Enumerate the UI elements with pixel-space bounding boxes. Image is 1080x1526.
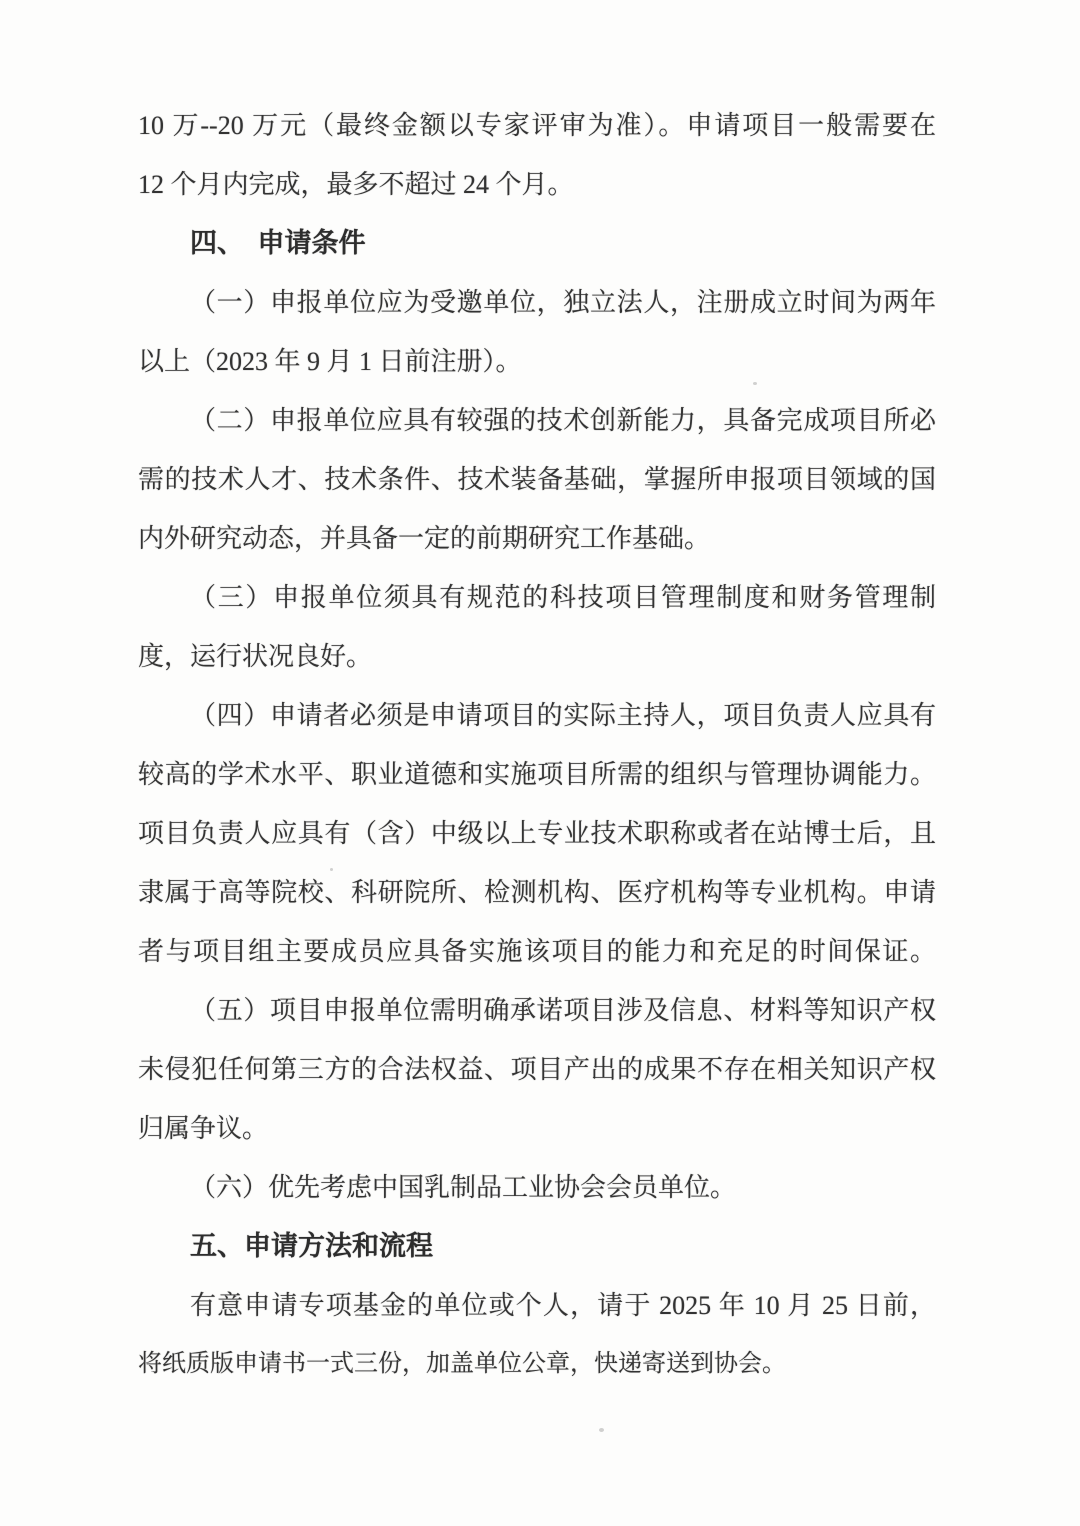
- text-line: 项目负责人应具有（含）中级以上专业技术职称或者在站博士后，且: [138, 819, 936, 848]
- text-line: （三）申报单位须具有规范的科技项目管理制度和财务管理制: [190, 583, 936, 612]
- text-line: 10 万--20 万元（最终金额以专家评审为准）。申请项目一般需要在: [138, 111, 936, 140]
- text-line: （一）申报单位应为受邀单位，独立法人，注册成立时间为两年: [190, 288, 936, 317]
- text-line: （二）申报单位应具有较强的技术创新能力，具备完成项目所必: [190, 406, 936, 435]
- text-line: （四）申请者必须是申请项目的实际主持人，项目负责人应具有: [190, 701, 936, 730]
- text-line: 隶属于高等院校、科研院所、检测机构、医疗机构等专业机构。申请: [138, 878, 936, 907]
- text-line: 度，运行状况良好。: [138, 642, 373, 671]
- section-heading-5: 五、申请方法和流程: [190, 1231, 433, 1261]
- document-body: [138, 96, 936, 1394]
- text-line: 有意申请专项基金的单位或个人，请于 2025 年 10 月 25 日前，: [190, 1291, 936, 1320]
- text-line: 较高的学术水平、职业道德和实施项目所需的组织与管理协调能力。: [138, 760, 936, 789]
- text-line: 12 个月内完成，最多不超过 24 个月。: [138, 170, 574, 199]
- scan-speck: [753, 382, 757, 385]
- text-line: 者与项目组主要成员应具备实施该项目的能力和充足的时间保证。: [138, 937, 936, 966]
- text-line: 归属争议。: [138, 1114, 269, 1143]
- text-line: （五）项目申报单位需明确承诺项目涉及信息、材料等知识产权: [190, 996, 936, 1025]
- text-line: 未侵犯任何第三方的合法权益、项目产出的成果不存在相关知识产权: [138, 1055, 936, 1084]
- text-line: 以上（2023 年 9 月 1 日前注册）。: [138, 347, 522, 376]
- text-line: 将纸质版申请书一式三份，加盖单位公章，快递寄送到协会。: [138, 1351, 786, 1377]
- text-line: （六）优先考虑中国乳制品工业协会会员单位。: [190, 1173, 737, 1202]
- scan-speck: [599, 1428, 604, 1432]
- scan-speck: [330, 868, 333, 871]
- section-heading-4: 四、 申请条件: [190, 228, 366, 258]
- text-line: 内外研究动态，并具备一定的前期研究工作基础。: [138, 524, 711, 553]
- text-line: 需的技术人才、技术条件、技术装备基础，掌握所申报项目领域的国: [138, 465, 936, 494]
